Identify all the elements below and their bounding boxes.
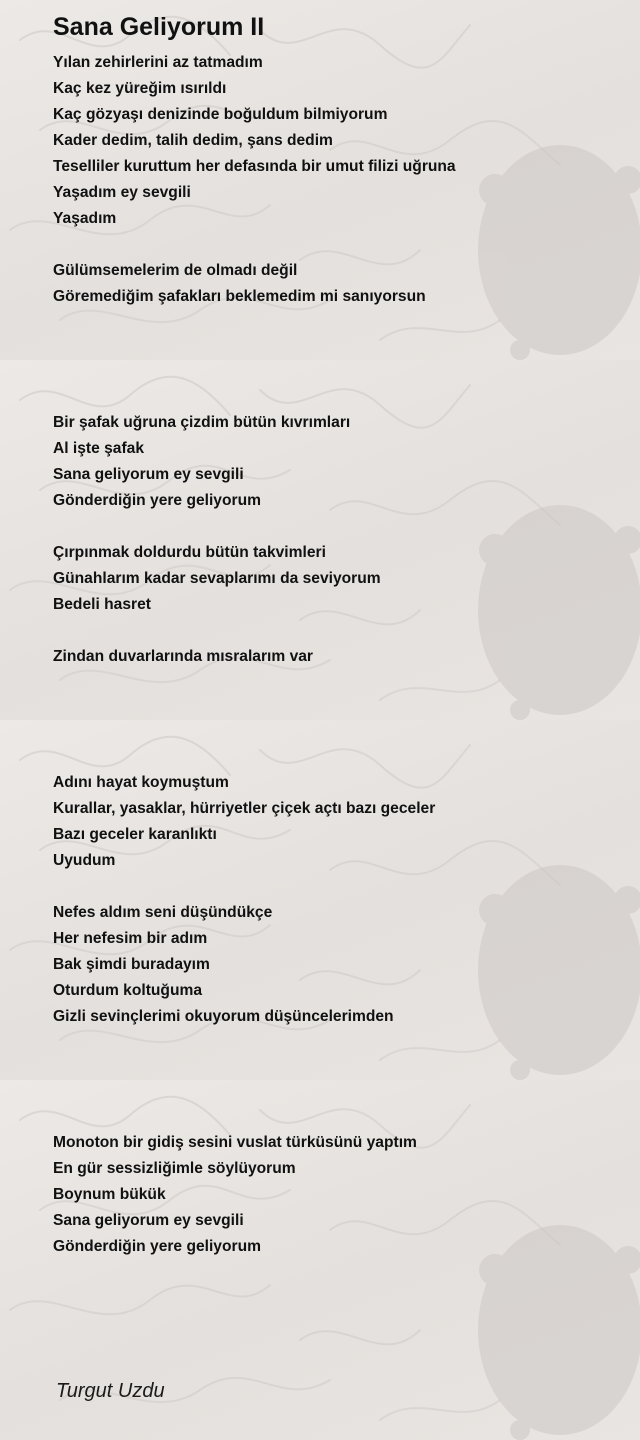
poem-line: Gülümsemelerim de olmadı değil xyxy=(53,262,298,279)
poem-line: Oturdum koltuğuma xyxy=(53,982,203,999)
poem xyxy=(53,0,623,1260)
section-gap xyxy=(53,670,623,770)
poem-line: Göremediğim şafakları beklemedim mi sanıyorsun xyxy=(53,288,426,305)
stanza xyxy=(53,644,623,670)
poem-line: Kaç kez yüreğim ısırıldı xyxy=(53,80,227,97)
poem-author: Turgut Uzdu xyxy=(56,1380,165,1402)
poem-line: Sana geliyorum ey sevgili xyxy=(53,466,244,483)
poem-line: Kaç gözyaşı denizinde boğuldum bilmiyorum xyxy=(53,106,388,123)
section-gap xyxy=(53,1030,623,1130)
poem-line: Bedeli hasret xyxy=(53,596,151,613)
poem-line: Uyudum xyxy=(53,852,116,869)
poem-line: Yaşadım ey sevgili xyxy=(53,184,191,201)
poem-line: Zindan duvarlarında mısralarım var xyxy=(53,648,313,665)
stanza-break xyxy=(53,874,623,900)
stanza-break xyxy=(53,232,623,258)
poem-line: Teselliler kuruttum her defasında bir umut filizi uğruna xyxy=(53,158,456,175)
poem-line: Gizli sevinçlerimi okuyorum düşüncelerimden xyxy=(53,1008,394,1025)
stanza-break xyxy=(53,514,623,540)
poem-line: Kurallar, yasaklar, hürriyetler çiçek açtı bazı geceler xyxy=(53,800,436,817)
poem-line: Yaşadım xyxy=(53,210,117,227)
poem-line: Boynum bükük xyxy=(53,1186,166,1203)
poem-line: Adını hayat koymuştum xyxy=(53,774,229,791)
poem-line: Her nefesim bir adım xyxy=(53,930,208,947)
stanza xyxy=(53,540,623,618)
poem-line: Bak şimdi buradayım xyxy=(53,956,210,973)
stanza xyxy=(53,50,623,232)
stanza xyxy=(53,1130,623,1260)
poem-line: En gür sessizliğimle söylüyorum xyxy=(53,1160,296,1177)
poem-line: Gönderdiğin yere geliyorum xyxy=(53,1238,261,1255)
poem-line: Nefes aldım seni düşündükçe xyxy=(53,904,273,921)
poem-line: Kader dedim, talih dedim, şans dedim xyxy=(53,132,333,149)
stanza-break xyxy=(53,618,623,644)
poem-title: Sana Geliyorum II xyxy=(53,13,265,41)
poem-line: Bir şafak uğruna çizdim bütün kıvrımları xyxy=(53,414,351,431)
poem-line: Yılan zehirlerini az tatmadım xyxy=(53,54,263,71)
stanza xyxy=(53,770,623,874)
poem-line: Al işte şafak xyxy=(53,440,145,457)
poem-line: Gönderdiğin yere geliyorum xyxy=(53,492,261,509)
poem-line: Bazı geceler karanlıktı xyxy=(53,826,217,843)
section-gap xyxy=(53,310,623,410)
stanza xyxy=(53,900,623,1030)
stanza xyxy=(53,410,623,514)
poem-line: Monoton bir gidiş sesini vuslat türküsünü yaptım xyxy=(53,1134,417,1151)
poem-line: Günahlarım kadar sevaplarımı da seviyorum xyxy=(53,570,381,587)
poem-line: Sana geliyorum ey sevgili xyxy=(53,1212,244,1229)
poem-line: Çırpınmak doldurdu bütün takvimleri xyxy=(53,544,326,561)
stanza xyxy=(53,258,623,310)
